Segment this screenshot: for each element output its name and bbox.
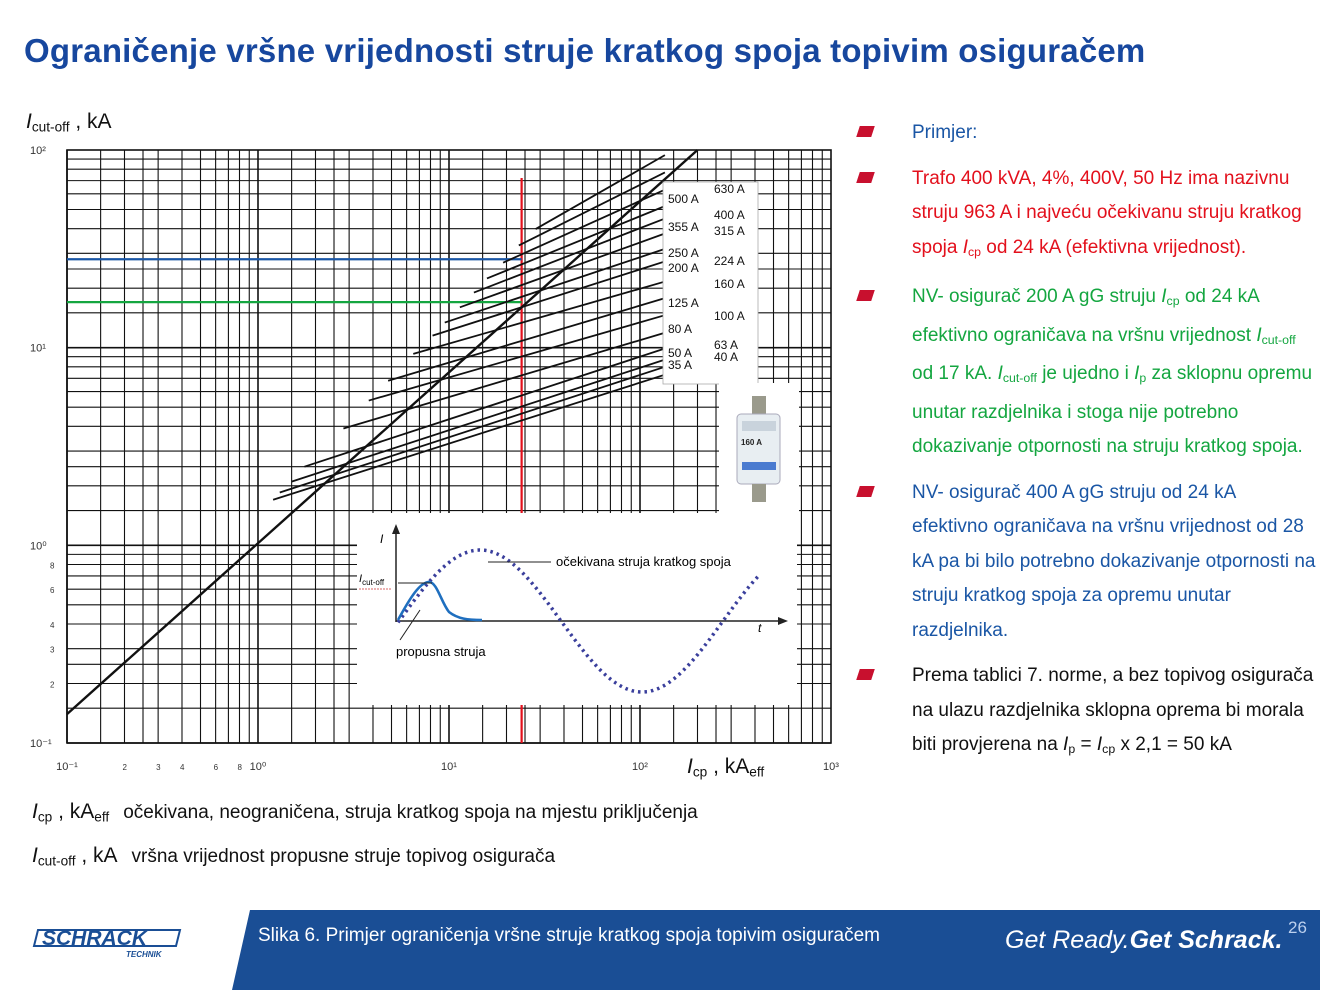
- x-tick-label: 10⁰: [249, 761, 267, 773]
- bullet-fuse-400a: NV- osigurač 400 A gG struju od 24 kA efektivno ograničava na vršnu vrijednost od 28 kA pa bi bilo potrebno dokazivanje otpornosti na struju kratkog spoja za opremu unutar razdjelnika.: [858, 476, 1316, 649]
- fuse-rating-label: 250 A: [668, 246, 699, 260]
- fuse-rating-label: 50 A: [668, 346, 693, 360]
- bullet-standard: Prema tablici 7. norme, a bez topivog osigurača na ulazu razdjelnika sklopna oprema bi morala biti provjerena na $I_p = I_{cp}$ x 2,1 = 50 kA: [858, 659, 1316, 767]
- x-axis-label: $I_{cp}$ , $kA_{eff}$: [687, 755, 765, 780]
- fuse-rating-label: 200 A: [668, 261, 699, 275]
- logo-text: SCHRACK: [42, 927, 147, 950]
- fuse-rating-label: 80 A: [668, 322, 693, 336]
- y-tick-label: 6: [50, 586, 55, 596]
- bullet-marker-icon: [856, 172, 875, 183]
- fuse-photo-rating: 160 A: [741, 438, 763, 447]
- fuse-rating-label: 355 A: [668, 220, 699, 234]
- fuse-photo-blade-top: [752, 396, 766, 416]
- x-tick-label: 10⁻¹: [56, 761, 78, 773]
- fuse-rating-label: 35 A: [668, 358, 693, 372]
- figure-caption: Slika 6. Primjer ograničenja vršne struje kratkog spoja topivim osiguračem: [258, 925, 880, 946]
- legend-icp: $I_{cp}$ , $kA_{eff}$ očekivana, neograničena, struja kratkog spoja na mjestu priključenja: [32, 800, 698, 825]
- fuse-limitation-chart: [0, 140, 850, 780]
- x-tick-label: 10¹: [441, 761, 457, 773]
- current-waveform-inset: [357, 513, 797, 705]
- slogan: Get Ready.Get Schrack.: [1005, 926, 1283, 954]
- bullet-marker-icon: [856, 126, 875, 137]
- bullet-marker-icon: [856, 669, 875, 680]
- fuse-rating-labels: [663, 182, 758, 384]
- inset-cutoff-label: $I_{cut-off}$: [359, 573, 385, 587]
- y-tick-label: 10⁰: [30, 540, 47, 553]
- x-tick-label: 8: [237, 763, 242, 772]
- x-tick-label: 6: [213, 763, 219, 772]
- fuse-rating-label: 630 A: [714, 182, 745, 196]
- y-tick-label: 4: [50, 620, 55, 630]
- x-tick-label: 2: [122, 763, 127, 772]
- fuse-rating-label: 63 A: [714, 338, 739, 352]
- bullet-marker-icon: [856, 290, 875, 301]
- legend-icutoff: $I_{cut-off}$ , kA vršna vrijednost propusne struje topivog osigurača: [32, 844, 556, 869]
- page-number: 26: [1288, 918, 1307, 937]
- schrack-logo: [30, 922, 190, 962]
- y-tick-label: 10¹: [30, 342, 46, 355]
- fuse-rating-label: 125 A: [668, 296, 699, 310]
- logo-subtext: TECHNIK: [126, 950, 162, 959]
- y-tick-label: 10⁻¹: [30, 738, 52, 750]
- bullet-marker-icon: [856, 486, 875, 497]
- y-tick-label: 2: [50, 680, 55, 690]
- x-tick-label: 3: [156, 763, 161, 772]
- y-tick-label: 3: [50, 645, 55, 655]
- prospective-label: očekivana struja kratkog spoja: [556, 554, 731, 569]
- bullet-transformer: Trafo 400 kVA, 4%, 400V, 50 Hz ima nazivnu struju 963 A i najveću očekivanu struju kratkog spoja $I_{cp}$ od 24 kA (efektivna vrijednost).: [858, 162, 1316, 270]
- y-tick-label: 10²: [30, 145, 46, 157]
- x-tick-label: 10²: [632, 761, 648, 773]
- y-axis-label: $I_{cut-off}$ , kA: [26, 110, 112, 135]
- x-tick-label: 4: [179, 763, 185, 772]
- example-bullet-list: [858, 116, 1316, 778]
- let-through-label: propusna struja: [396, 644, 486, 659]
- bullet-fuse-200a: NV- osigurač 200 A gG struju $I_{cp}$ od 24 kA efektivno ograničava na vršnu vrijednost $I_{cut-off}$ od 17 kA. $I_{cut-off}$ je ujedno i $I_p$ za sklopnu opremu unutar razdjelnika i stoga nije potrebno dokazivanje otpornosti na struju kratkog spoja.: [858, 280, 1316, 465]
- inset-y-label: I: [380, 532, 384, 546]
- bullet-example: Primjer:: [858, 116, 1316, 151]
- inset-x-label: t: [758, 621, 762, 635]
- fuse-rating-label: 160 A: [714, 277, 745, 291]
- fuse-rating-label: 500 A: [668, 192, 699, 206]
- y-tick-label: 8: [50, 561, 55, 571]
- x-tick-label: 10³: [823, 761, 839, 773]
- fuse-photo-blade-bottom: [752, 484, 766, 502]
- fuse-rating-label: 224 A: [714, 254, 745, 268]
- fuse-photo: [719, 383, 799, 513]
- fuse-rating-label: 40 A: [714, 350, 739, 364]
- fuse-rating-label: 315 A: [714, 224, 745, 238]
- fuse-rating-label: 100 A: [714, 309, 745, 323]
- page-title: Ograničenje vršne vrijednosti struje kratkog spoja topivim osiguračem: [24, 32, 1146, 69]
- fuse-rating-label: 400 A: [714, 208, 745, 222]
